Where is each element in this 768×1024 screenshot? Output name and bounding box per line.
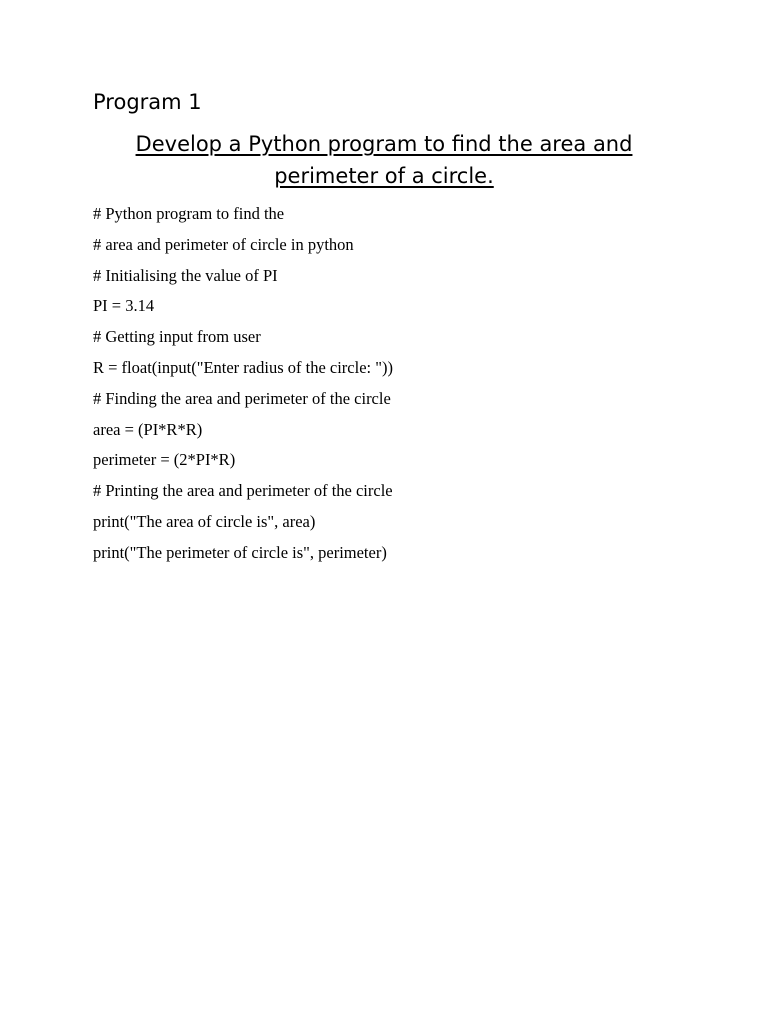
code-line: # Finding the area and perimeter of the circle	[93, 388, 391, 408]
code-line: R = float(input("Enter radius of the circle: "))	[93, 357, 393, 377]
code-line: # area and perimeter of circle in python	[93, 234, 354, 254]
code-line: area = (PI*R*R)	[93, 419, 203, 439]
code-line: # Printing the area and perimeter of the circle	[93, 481, 393, 501]
code-line: print("The perimeter of circle is", perimeter)	[93, 542, 387, 562]
code-listing	[93, 200, 393, 570]
document-title: Develop a Python program to find the area and perimeter of a circle.	[135, 132, 633, 188]
code-line: perimeter = (2*PI*R)	[93, 450, 236, 470]
code-line: # Python program to find the	[93, 204, 285, 223]
code-line: # Initialising the value of PI	[93, 265, 278, 285]
code-line: PI = 3.14	[93, 296, 155, 316]
program-label: Program 1	[93, 90, 202, 114]
code-line: print("The area of circle is", area)	[93, 511, 316, 531]
code-line: # Getting input from user	[93, 327, 261, 347]
